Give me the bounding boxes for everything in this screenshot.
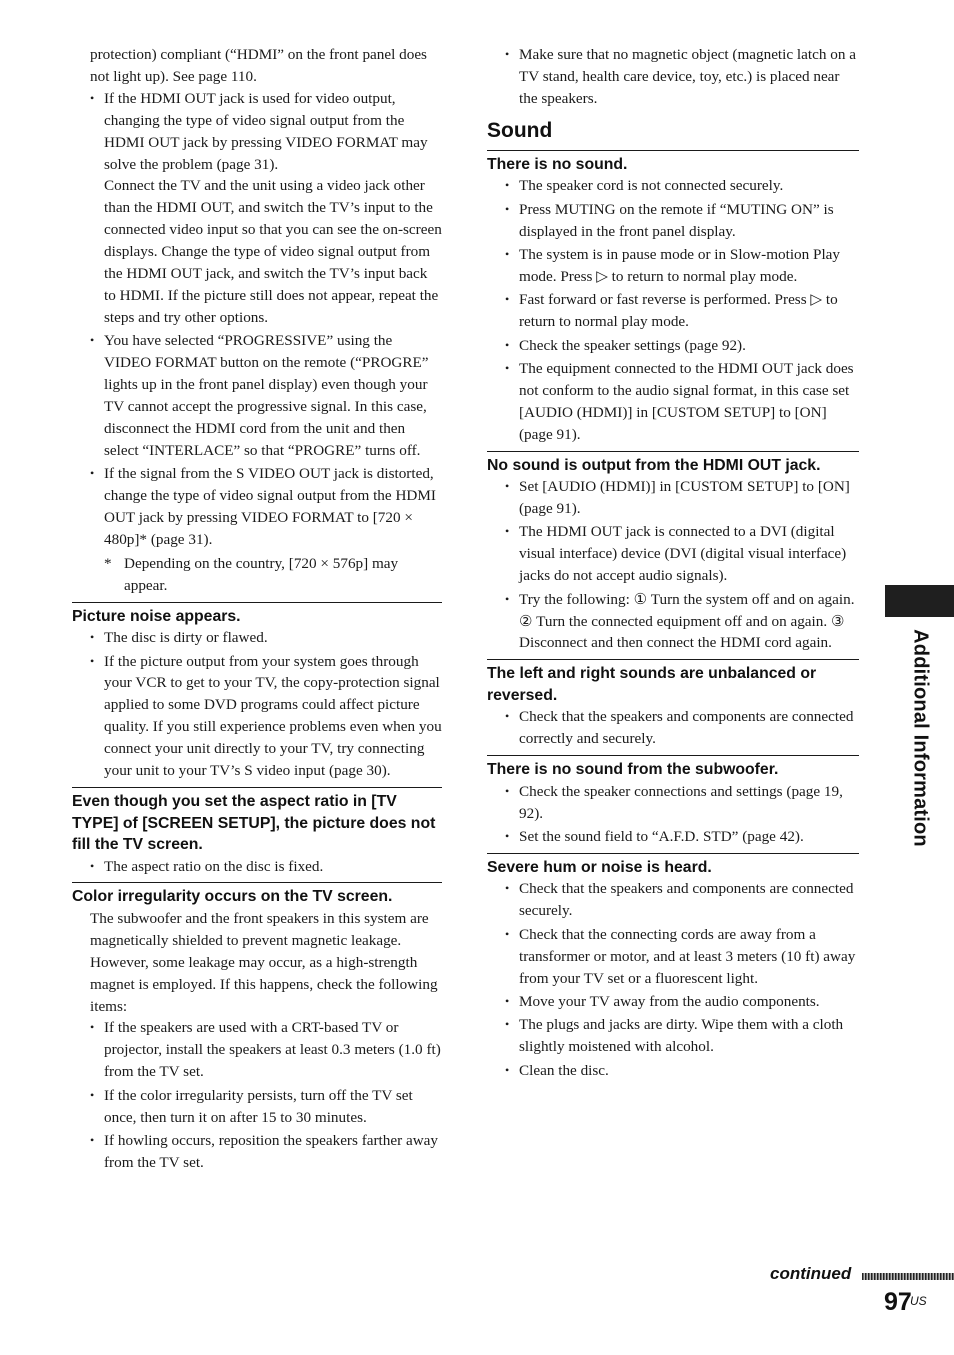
hum-list: [487, 878, 859, 1081]
section-aspect-ratio: [72, 787, 442, 877]
side-tab-label: Additional Information: [909, 629, 932, 847]
list-item: • If the speakers are used with a CRT-based TV or projector, install the speakers at least 0.3 meters (1.0 ft) from the TV set.: [72, 1017, 442, 1083]
list-item: • You have selected “PROGRESSIVE” using the VIDEO FORMAT button on the remote (“PROGRE” lights up in the front panel display) even though your TV cannot accept the progressive signal. In this case, disconnect the HDMI cord from the unit and then select “INTERLACE” so that “PROGRE” turns off.: [72, 330, 442, 461]
list-item: • The equipment connected to the HDMI OUT jack does not conform to the audio signal format, in this case set [AUDIO (HDMI)] in [CUSTOM SETUP] to [ON] (page 91).: [487, 358, 859, 446]
heading-no-sound: There is no sound.: [487, 150, 859, 176]
list-item: • Check the speaker settings (page 92).: [487, 335, 859, 357]
footnote: * Depending on the country, [720 × 576p] may appear.: [104, 554, 399, 594]
right-column: [487, 44, 859, 1083]
heading-color-irregularity: Color irregularity occurs on the TV screen.: [72, 882, 442, 908]
list-item: • The plugs and jacks are dirty. Wipe them with a cloth slightly moistened with alcohol.: [487, 1014, 859, 1058]
list-item: • Press MUTING on the remote if “MUTING ON” is displayed in the front panel display.: [487, 199, 859, 243]
list-item: • Set [AUDIO (HDMI)] in [CUSTOM SETUP] to [ON] (page 91).: [487, 476, 859, 520]
side-tab-block: [885, 585, 954, 617]
intro-paragraph: protection) compliant (“HDMI” on the front panel does not light up). See page 110.: [90, 46, 427, 85]
section-hdmi-no-sound: [487, 451, 859, 655]
list-item: • The HDMI OUT jack is connected to a DVI (digital visual interface) device (DVI (digital visual interface) jacks do not accept audio signals).: [487, 521, 859, 587]
section-picture-noise: [72, 602, 442, 782]
page-number: 97: [884, 1288, 912, 1316]
list-item: • If howling occurs, reposition the speakers farther away from the TV set.: [72, 1130, 442, 1174]
section-unbalanced: [487, 659, 859, 750]
list-item: • If the picture output from your system goes through your VCR to get to your TV, the copy-protection signal applied to some DVD programs could affect picture quality. If you still experience problems even when you connect your unit directly to your TV, try connecting your unit to your TV’s S video input (page 30).: [72, 651, 442, 782]
list-item: • If the HDMI OUT jack is used for video output, changing the type of video signal output from the HDMI OUT jack by pressing VIDEO FORMAT may solve the problem (page 31). Connect the TV and the unit using a video jack other than the HDMI OUT, and switch the TV’s input to the connected video input so that you can see the on-screen displays. Change the type of video signal output from the HDMI OUT jack, and switch the TV’s input back to HDMI. If the picture still does not appear, repeat the steps and try other options.: [72, 88, 442, 329]
list-item: • The disc is dirty or flawed.: [72, 627, 442, 649]
no-sound-list: [487, 175, 859, 445]
list-item: • Try the following: ① Turn the system off and on again. ② Turn the connected equipment off and on again. ③ Disconnect and then connect the HDMI cord again.: [487, 589, 859, 655]
list-item: • Set the sound field to “A.F.D. STD” (page 42).: [487, 826, 859, 848]
heading-subwoofer: There is no sound from the subwoofer.: [487, 755, 859, 781]
section-subwoofer: [487, 755, 859, 848]
section-title-sound: Sound: [487, 118, 553, 142]
hdmi-list: [487, 476, 859, 654]
list-item: • Check that the speakers and components are connected correctly and securely.: [487, 706, 859, 750]
heading-hdmi-no-sound: No sound is output from the HDMI OUT jack.: [487, 451, 859, 477]
list-item: • Check that the speakers and components are connected securely.: [487, 878, 859, 922]
footnote-mark: *: [104, 554, 112, 572]
section-color-irregularity: [72, 882, 442, 1173]
aspect-ratio-list: [72, 856, 442, 878]
intro-bullet-list: [72, 88, 442, 551]
top-list: [487, 44, 859, 110]
list-item: • Check that the connecting cords are away from a transformer or motor, and at least 3 meters (10 ft) away from your TV set or a fluorescent light.: [487, 924, 859, 990]
heading-picture-noise: Picture noise appears.: [72, 602, 442, 628]
subwoofer-list: [487, 781, 859, 848]
list-item: • The aspect ratio on the disc is fixed.: [72, 856, 442, 878]
list-item: • Make sure that no magnetic object (magnetic latch on a TV stand, health care device, toy, etc.) is placed near the speakers.: [487, 44, 859, 110]
heading-hum-noise: Severe hum or noise is heard.: [487, 853, 859, 879]
color-list: [72, 1017, 442, 1173]
continued-bar: [862, 1273, 954, 1280]
list-item: • If the color irregularity persists, turn off the TV set once, then turn it on after 15 to 30 minutes.: [72, 1085, 442, 1129]
heading-aspect-ratio: Even though you set the aspect ratio in [TV TYPE] of [SCREEN SETUP], the picture does not fill the TV screen.: [72, 787, 442, 856]
section-no-sound: [487, 150, 859, 446]
heading-unbalanced: The left and right sounds are unbalanced or reversed.: [487, 659, 859, 706]
list-item: • Check the speaker connections and settings (page 19, 92).: [487, 781, 859, 825]
left-column: [72, 44, 442, 1175]
section-hum-noise: [487, 853, 859, 1082]
list-item: • The speaker cord is not connected securely.: [487, 175, 859, 197]
color-paragraph: The subwoofer and the front speakers in this system are magnetically shielded to prevent magnetic leakage. However, some leakage may occur, as a high-strength magnet is employed. If this happens, check the following items:: [90, 909, 438, 1015]
list-item: • Clean the disc.: [487, 1060, 859, 1082]
picture-noise-list: [72, 627, 442, 782]
list-item: • The system is in pause mode or in Slow-motion Play mode. Press ▷ to return to normal play mode.: [487, 244, 859, 288]
page-suffix: US: [910, 1294, 927, 1308]
list-item: • Fast forward or fast reverse is performed. Press ▷ to return to normal play mode.: [487, 289, 859, 333]
list-item: • Move your TV away from the audio components.: [487, 991, 859, 1013]
continued-label: continued: [770, 1264, 852, 1283]
list-item: • If the signal from the S VIDEO OUT jack is distorted, change the type of video signal output from the HDMI OUT jack by pressing VIDEO FORMAT to [720 × 480p]* (page 31).: [72, 463, 442, 551]
unbalanced-list: [487, 706, 859, 750]
